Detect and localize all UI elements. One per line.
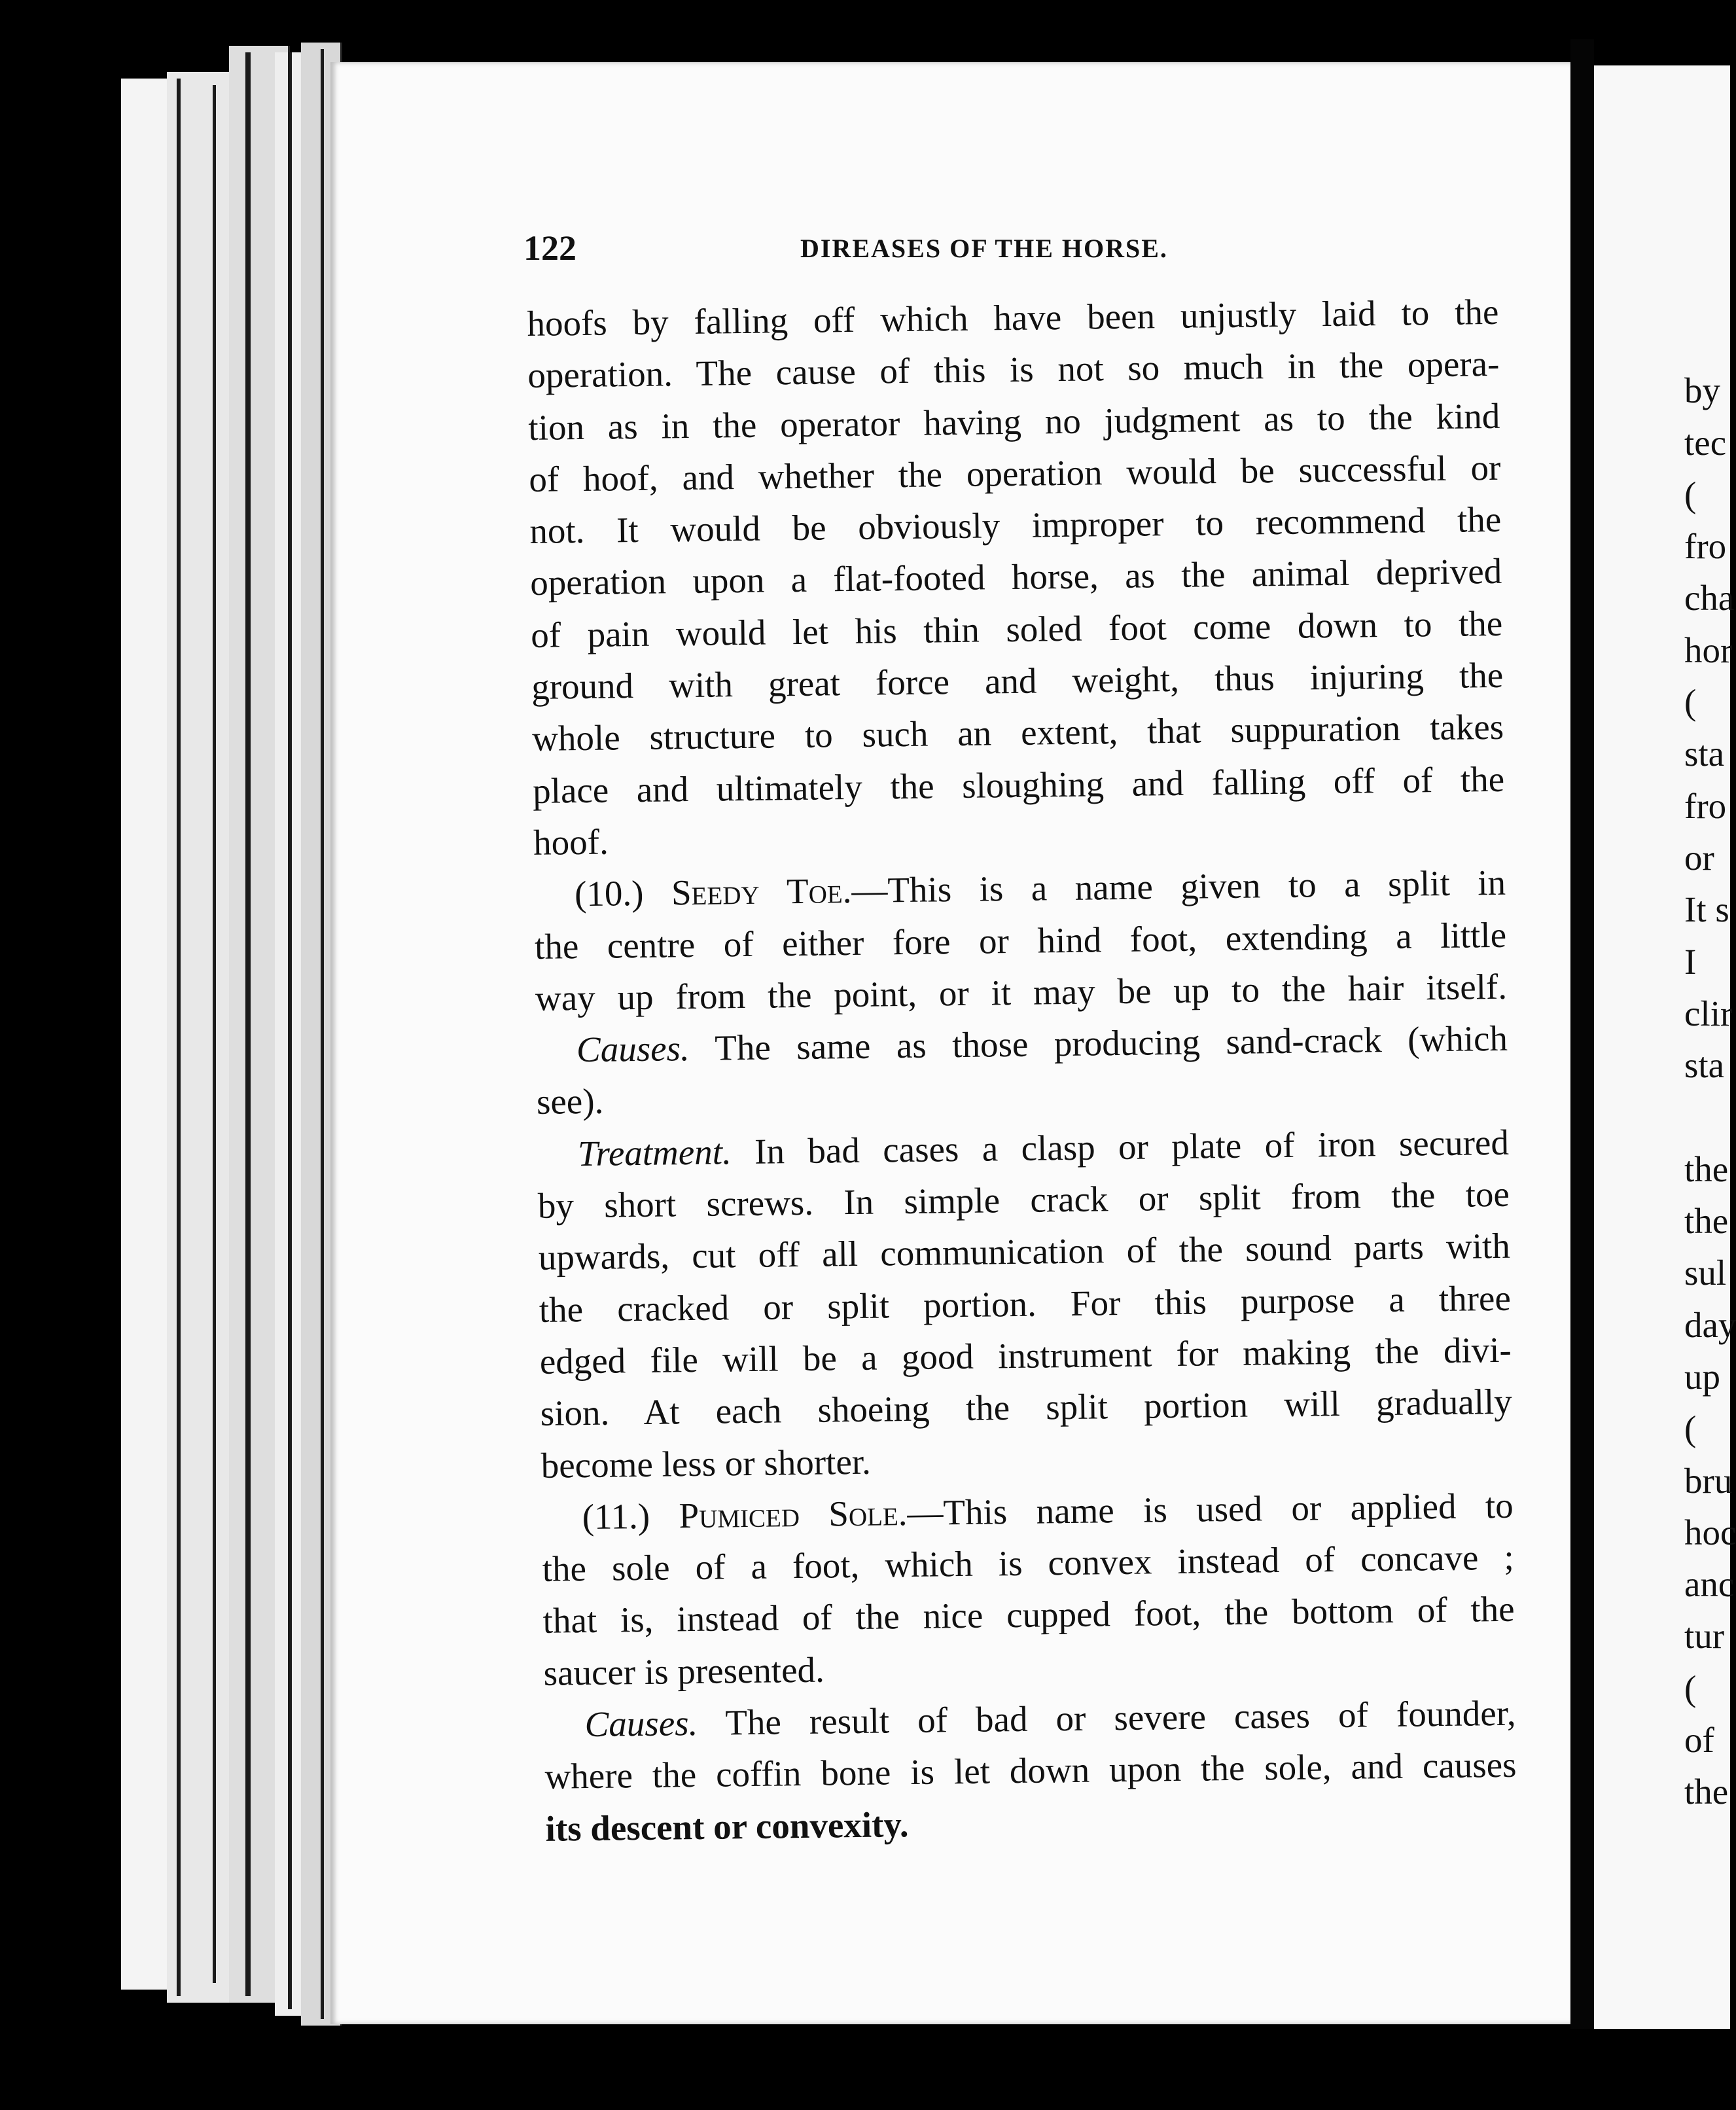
text-line: tion as in the operator having no judgment as to the kind [528, 395, 1500, 448]
facing-line-fragment [1684, 1091, 1730, 1143]
facing-line-fragment: sul [1684, 1253, 1727, 1293]
text-line: not. It would be obviously improper to recommend the [529, 499, 1502, 552]
facing-line-fragment: the [1684, 1201, 1729, 1242]
text-line: by short screws. In simple crack or split from the toe [537, 1173, 1510, 1226]
subsection-text: The result of bad or severe cases of founder, [697, 1692, 1516, 1743]
text-line: the centre of either fore or hind foot, extending a little [534, 914, 1507, 967]
body-text [527, 286, 1517, 1855]
subsection-text: In bad cases a clasp or plate of iron secured [731, 1122, 1510, 1172]
text-line: where the coffin bone is let down upon the sole, and causes [544, 1745, 1517, 1797]
book-gutter [1570, 39, 1594, 2029]
text-line: edged file will be a good instrument for making the divi- [539, 1329, 1512, 1382]
page-edge-line [245, 52, 251, 1996]
facing-line-fragment: fro [1684, 526, 1727, 567]
facing-line-fragment: I [1684, 941, 1697, 982]
facing-line-fragment: ( [1684, 682, 1697, 723]
text-line: operation upon a flat-footed horse, as the animal deprived [529, 551, 1502, 603]
text-line: way up from the point, or it may be up to the hair itself. [535, 966, 1508, 1018]
text-line: upwards, cut off all communication of the sound parts with [538, 1226, 1511, 1278]
facing-line-fragment: fro [1684, 785, 1727, 826]
subsection-label: Causes. [576, 1028, 690, 1070]
text-line: hoofs by falling off which have been unjustly laid to the [527, 291, 1499, 344]
text-line: its descent or convexity. [545, 1804, 909, 1849]
facing-line-fragment: day [1684, 1304, 1736, 1345]
page-edge-line [321, 49, 324, 2019]
facing-line-fragment: sta [1684, 1045, 1725, 1086]
subsection-label: Treatment. [577, 1132, 732, 1173]
text-line: sion. At each shoeing the split portion will gradually [540, 1381, 1513, 1434]
text-line: hoof. [533, 821, 609, 863]
facing-line-fragment: by [1684, 370, 1720, 411]
facing-line-fragment: ( [1684, 1408, 1697, 1449]
facing-page-text [1684, 313, 1736, 1818]
text-line: that is, instead of the nice cupped foot, the bottom of the [542, 1589, 1515, 1641]
facing-line-fragment: up [1684, 1356, 1720, 1397]
section-heading: Seedy Toe. [671, 870, 852, 913]
facing-line-fragment: bru [1684, 1460, 1733, 1501]
facing-line-fragment: ( [1684, 1668, 1697, 1708]
facing-line-fragment: tur [1684, 1616, 1725, 1656]
text-line: of pain would let his thin soled foot come down to the [530, 603, 1503, 655]
facing-line-fragment: the [1684, 1149, 1729, 1189]
page-header-title: DIREASES OF THE HORSE. [800, 234, 1168, 263]
subsection-text: The same as those producing sand-crack (which [689, 1018, 1508, 1069]
page-edge-line [177, 79, 181, 1996]
section-lead-text: —This name is used or applied to [907, 1485, 1514, 1533]
facing-line-fragment: tec [1684, 422, 1727, 463]
facing-line-fragment [1684, 313, 1730, 365]
facing-line-fragment: ( [1684, 474, 1697, 514]
text-line: whole structure to such an extent, that suppuration takes [531, 707, 1504, 759]
text-line: saucer is presented. [543, 1649, 825, 1693]
page-edge-line [213, 85, 216, 1983]
facing-line-fragment: anc [1684, 1564, 1735, 1605]
subsection-label: Causes. [584, 1702, 698, 1745]
facing-line-fragment: sta [1684, 734, 1725, 774]
section-number: (10.) [574, 873, 644, 914]
facing-line-fragment: or [1684, 837, 1714, 878]
section-lead-text: —This is a name given to a split in [851, 863, 1506, 911]
section-number: (11.) [582, 1495, 650, 1537]
page-edge-line [288, 52, 292, 2009]
text-line: the sole of a foot, which is convex instead of concave ; [542, 1537, 1514, 1589]
text-line: operation. The cause of this is not so much in the opera- [527, 344, 1500, 396]
text-line: become less or shorter. [540, 1441, 872, 1486]
page-number: 122 [523, 228, 576, 268]
text-line: the cracked or split portion. For this purpose a three [539, 1278, 1512, 1330]
text-line: ground with great force and weight, thus injuring the [531, 654, 1504, 707]
text-line: place and ultimately the sloughing and falling off of the [532, 759, 1505, 811]
facing-line-fragment: the [1684, 1772, 1729, 1812]
facing-line-fragment: hoc [1684, 1512, 1736, 1552]
facing-line-fragment: of [1684, 1720, 1714, 1761]
text-line: see). [536, 1081, 604, 1122]
facing-line-fragment: clir [1684, 993, 1733, 1033]
facing-line-fragment: hor [1684, 630, 1733, 670]
facing-line-fragment: It s [1684, 889, 1729, 930]
text-line: of hoof, and whether the operation would be successful or [529, 447, 1501, 499]
section-heading: Pumiced Sole. [679, 1492, 908, 1536]
facing-line-fragment: cha [1684, 578, 1735, 618]
